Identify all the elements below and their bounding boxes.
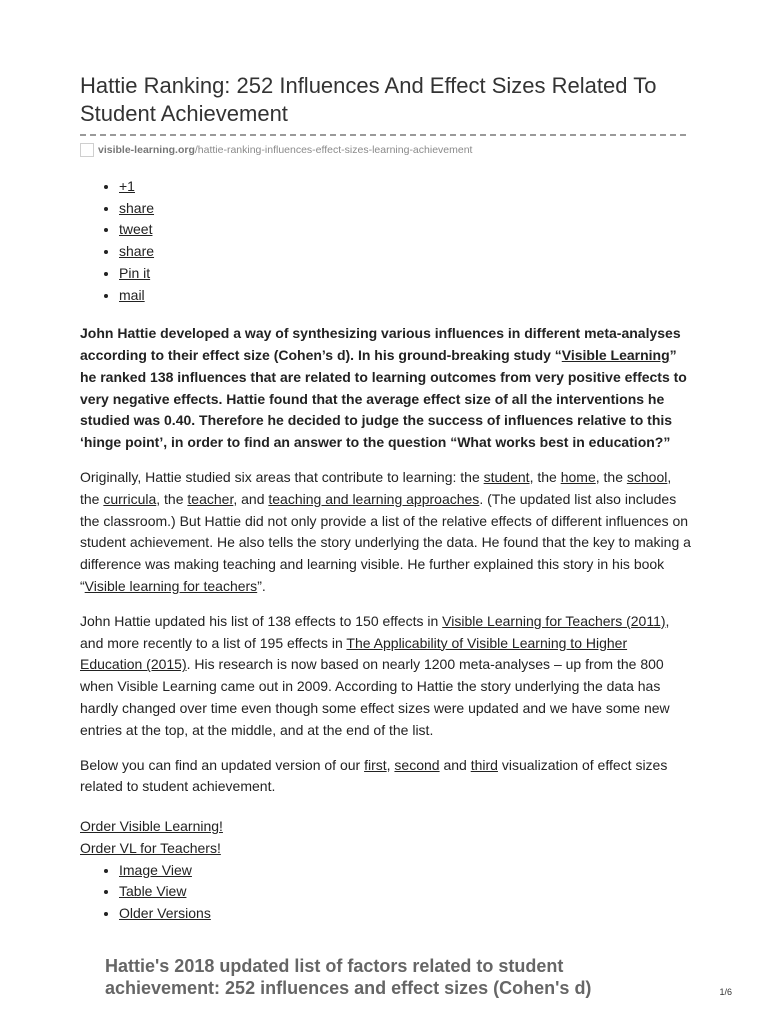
share-item <box>119 241 692 263</box>
teaching-approaches-link[interactable]: teaching and learning approaches <box>268 490 480 507</box>
share-list <box>80 176 692 306</box>
order-vl-teachers-link[interactable]: Order VL for Teachers! <box>80 839 221 856</box>
share-item <box>119 219 692 241</box>
share-item <box>119 176 692 198</box>
plus-one-link[interactable]: +1 <box>119 178 135 194</box>
table-view-link[interactable]: Table View <box>119 883 187 900</box>
second-link[interactable]: second <box>394 756 440 773</box>
teacher-link[interactable]: teacher <box>187 490 234 507</box>
student-link[interactable]: student <box>483 469 530 485</box>
section-heading: Hattie's 2018 updated list of factors related to student achievement: 252 influences and effect sizes (Cohen's d) <box>105 956 592 998</box>
article <box>80 72 692 925</box>
update-paragraph: John Hattie updated his list of 138 effects to 150 effects in Visible Learning for Teachers (2011), and more recently to a list of 195 effects in The Applicability of Visible Learning to Higher Education (2015). His research is now based on nearly 1200 meta-analyses – up from the 800 when Visible Learning came out in 2009. According to Hattie the story underlying the data has hardly changed over time even though some effect sizes were updated and we have some new entries at the top, at the middle, and at the end of the list. <box>80 612 670 738</box>
view-option <box>119 903 692 925</box>
pin-it-link[interactable]: Pin it <box>119 264 151 281</box>
order-visible-learning-link[interactable]: Order Visible Learning! <box>80 818 223 835</box>
source-line <box>80 142 692 158</box>
title-divider <box>80 134 686 136</box>
share-link[interactable]: share <box>119 243 155 260</box>
source-domain[interactable]: visible-learning.org <box>98 144 195 156</box>
image-view-link[interactable]: Image View <box>119 861 192 878</box>
order-links <box>80 816 692 859</box>
share-item <box>119 263 692 285</box>
mail-link[interactable]: mail <box>119 286 145 303</box>
view-option <box>119 881 692 903</box>
tweet-link[interactable]: tweet <box>119 221 153 238</box>
intro-paragraph: John Hattie developed a way of synthesizing various influences in different meta-analyses according to their effect size (Cohen’s d). In his ground-breaking study “Visible Learning” he ranked 138 influences that are related to learning outcomes from very positive effects to very negative effects. Hattie found that the average effect size of all the interventions he studied was 0.40. Therefore he decided to judge the success of influences relative to this ‘hinge point’, in order to find an answer to the question “What works best in education?” <box>80 325 687 451</box>
share-item <box>119 198 692 220</box>
areas-paragraph: Originally, Hattie studied six areas that contribute to learning: the student, the home, the school, the curricula, the teacher, and teaching and learning approaches. (The updated list also includes the classroom.) But Hattie did not only provide a list of the relative effects of different influences on student achievement. He also tells the story underlying the data. He found that the key to making a difference was making teaching and learning visible. He further explained this story in his book “Visible learning for teachers”. <box>80 469 691 594</box>
visible-learning-link[interactable]: Visible Learning <box>561 347 670 364</box>
page-number: 1/6 <box>719 987 732 997</box>
visualization-paragraph: Below you can find an updated version of our first, second and third visualization of effect sizes related to student achievement. <box>80 756 668 795</box>
share-item <box>119 285 692 307</box>
share-link[interactable]: share <box>119 199 155 216</box>
page-title: Hattie Ranking: 252 Influences And Effect Sizes Related To Student Achievement <box>80 73 657 126</box>
view-options-list <box>80 860 692 925</box>
view-option <box>119 860 692 882</box>
vl-for-teachers-link[interactable]: Visible learning for teachers <box>84 577 258 594</box>
favicon-icon <box>80 143 94 157</box>
higher-education-2015-link[interactable]: The Applicability of Visible Learning to Higher Education (2015) <box>80 634 628 673</box>
older-versions-link[interactable]: Older Versions <box>119 904 211 921</box>
curricula-link[interactable]: curricula <box>103 490 157 507</box>
third-link[interactable]: third <box>470 756 498 773</box>
source-path[interactable]: /hattie-ranking-influences-effect-sizes-learning-achievement <box>194 144 473 156</box>
home-link[interactable]: home <box>560 469 596 485</box>
school-link[interactable]: school <box>626 469 668 485</box>
first-link[interactable]: first <box>364 756 387 773</box>
vl-teachers-2011-link[interactable]: Visible Learning for Teachers (2011) <box>442 612 666 629</box>
